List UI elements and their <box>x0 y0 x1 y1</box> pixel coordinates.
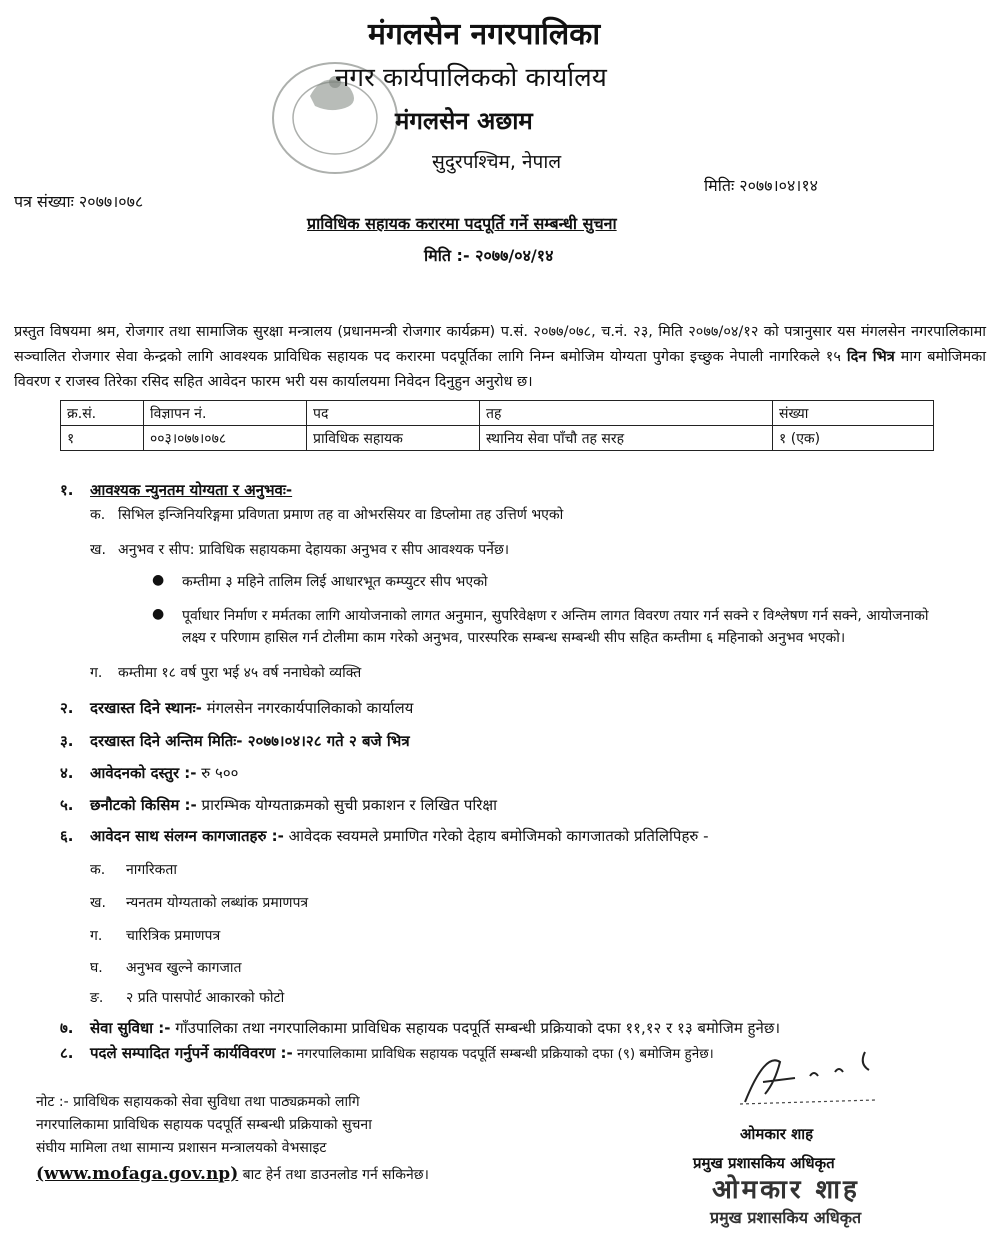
table-cell: ००३।०७७।०७८ <box>144 426 307 451</box>
stamp-name: ओमकार शाह <box>712 1175 860 1205</box>
item-1a-label: क. <box>90 507 106 523</box>
item-7-number: ७. <box>60 1019 74 1037</box>
item-2 <box>90 698 413 718</box>
table-header-row <box>61 401 934 426</box>
office-location: मंगलसेन अछाम <box>395 107 533 135</box>
table-header-cell: पद <box>307 401 480 426</box>
note-line-1: नोट :- प्राविधिक सहायकको सेवा सुविधा तथा पाठ्यक्रमको लागि <box>36 1094 360 1110</box>
note-line-2: नगरपालिकामा प्राविधिक सहायक पदपूर्ति सम्बन्धी प्रक्रियाको सुचना <box>36 1117 372 1133</box>
item-1b-bullet-2-line-2: लक्ष्य र परिणाम हासिल गर्न टोलीमा काम गरेको अनुभव, पारस्परिक सम्बन्ध सम्बन्धी सीप सहित कम्तीमा ६ महिनाको अनुभव भएको। <box>182 630 846 646</box>
item-1b-text: अनुभव र सीप: प्राविधिक सहायकमा देहायका अनुभव र सीप आवश्यक पर्नेछ। <box>118 542 510 558</box>
doc-item-text: चारित्रिक प्रमाणपत्र <box>126 928 221 944</box>
item-5 <box>90 795 497 815</box>
item-6-text: आवेदक स्वयमले प्रमाणित गरेको देहाय बमोजिमको कागजातको प्रतिलिपिहरु - <box>283 827 709 845</box>
item-8-number: ८. <box>60 1044 74 1062</box>
signatory-designation: प्रमुख प्रशासकिय अधिकृत <box>693 1154 835 1172</box>
item-1b-bullet-1: कम्तीमा ३ महिने तालिम लिई आधारभूत कम्प्युटर सीप भएको <box>182 574 488 590</box>
doc-item-label: ख. <box>90 895 106 911</box>
item-4-text: रु ५०० <box>196 764 239 782</box>
doc-item-text: अनुभव खुल्ने कागजात <box>126 960 242 976</box>
doc-item-label: क. <box>90 862 106 878</box>
table-header-cell: संख्या <box>773 401 934 426</box>
item-1-number: १. <box>60 481 74 499</box>
item-7-title: सेवा सुविधा :- <box>90 1019 171 1037</box>
bullet-icon: ● <box>152 572 165 588</box>
item-1-title: आवश्यक न्युनतम योग्यता र अनुभवः- <box>90 481 293 499</box>
note-line-4 <box>36 1164 429 1184</box>
note-line-3: संघीय मामिला तथा सामान्य प्रशासन मन्त्रालयको वेभसाइट <box>36 1140 327 1156</box>
doc-item-label: ङ. <box>90 990 104 1006</box>
notice-body-text-2: माग बमोजिमका विवरण र राजस्व तिरेका रसिद सहित आवेदन फारम भरी यस कार्यालयमा निवेदन दिनुहुन अनुरोध छ। <box>14 349 987 390</box>
item-1c-label: ग. <box>90 665 103 681</box>
item-3-title: दरखास्त दिने अन्तिम मितिः- २०७७।०४।२८ गते २ बजे भित्र <box>90 732 410 750</box>
stamp-designation: प्रमुख प्रशासकिय अधिकृत <box>710 1208 862 1227</box>
doc-item-text: न्यनतम योग्यताको लब्धांक प्रमाणपत्र <box>126 895 309 911</box>
notice-body-text-1: प्रस्तुत विषयमा श्रम, रोजगार तथा सामाजिक सुरक्षा मन्त्रालय (प्रधानमन्त्री रोजगार कार्यक्रम) प.सं. २०७७/०७८, च.नं. २३, मिति २०७७/०४/१२ को पत्रानुसार यस मंगलसेन नगरपालिकामा सञ्चालित रोजगार सेवा केन्द्रको लागि आवश्यक प्राविधिक सहायक पद करारमा पदपूर्तिका लागि निम्न बमोजिम योग्यता पुगेका इच्छुक नेपाली नागरिकले १५ <box>14 324 986 365</box>
table-cell: प्राविधिक सहायक <box>307 426 480 451</box>
table-row <box>61 426 934 451</box>
item-8 <box>90 1043 714 1063</box>
municipality-name: मंगलसेन नगरपालिका <box>368 17 601 52</box>
item-2-title: दरखास्त दिने स्थानः- <box>90 699 202 717</box>
item-1b-bullet-2-line-1: पूर्वाधार निर्माण र मर्मतका लागि आयोजनाको लागत अनुमान, सुपरिवेक्षण र अन्तिम लागत विवरण तयार गर्न सक्ने र विश्लेषण गर्न सक्ने, आयोजनाको <box>182 608 929 624</box>
signature-icon <box>725 1032 895 1112</box>
notice-date: मिति :- २०७७/०४/१४ <box>424 246 554 265</box>
item-4-number: ४. <box>60 764 74 782</box>
notice-body <box>14 320 986 395</box>
province-name: सुदुरपश्चिम, नेपाल <box>432 151 562 173</box>
doc-item-text: नागरिकता <box>126 862 177 878</box>
bullet-icon: ● <box>152 606 165 622</box>
table-cell: स्थानिय सेवा पाँचौ तह सरह <box>480 426 773 451</box>
doc-item-label: घ. <box>90 960 103 976</box>
item-5-text: प्रारम्भिक योग्यताक्रमको सुची प्रकाशन र लिखित परिक्षा <box>196 796 498 814</box>
item-6-title: आवेदन साथ संलग्न कागजातहरु :- <box>90 827 284 845</box>
letter-date: मितिः २०७७।०४।१४ <box>704 176 818 195</box>
table-cell: १ <box>61 426 144 451</box>
item-4-title: आवेदनको दस्तुर :- <box>90 764 197 782</box>
table-cell: १ (एक) <box>773 426 934 451</box>
item-8-title: पदले सम्पादित गर्नुपर्ने कार्यविवरण :- <box>90 1044 293 1062</box>
vacancy-table <box>60 400 934 451</box>
item-1b-label: ख. <box>90 542 106 558</box>
notice-title: प्राविधिक सहायक करारमा पदपूर्ति गर्ने सम्बन्धी सुचना <box>307 214 617 233</box>
item-7-text: गाँउपालिका तथा नगरपालिकामा प्राविधिक सहायक पदपूर्ति सम्बन्धी प्रक्रियाको दफा ११,१२ र १३ बमोजिम हुनेछ। <box>170 1019 781 1037</box>
item-2-text: मंगलसेन नगरकार्यपालिकाको कार्यालय <box>201 699 414 717</box>
note-line-4-text: बाट हेर्न तथा डाउनलोड गर्न सकिनेछ। <box>238 1167 429 1183</box>
mofaga-website-link[interactable]: (www.mofaga.gov.np) <box>36 1164 239 1184</box>
item-7 <box>90 1018 780 1038</box>
notice-body-deadline: दिन भित्र <box>846 349 895 365</box>
item-8-text: नगरपालिकामा प्राविधिक सहायक पदपूर्ति सम्बन्धी प्रक्रियाको दफा (९) बमोजिम हुनेछ। <box>292 1046 714 1062</box>
doc-item-label: ग. <box>90 928 103 944</box>
item-2-number: २. <box>60 699 74 717</box>
item-1a-text: सिभिल इन्जिनियरिङ्गमा प्रविणता प्रमाण तह वा ओभरसियर वा डिप्लोमा तह उत्तिर्ण भएको <box>118 507 564 523</box>
item-4 <box>90 763 238 783</box>
item-5-title: छनौटको किसिम :- <box>90 796 197 814</box>
signatory-name: ओमकार शाह <box>740 1125 814 1143</box>
item-1c-text: कम्तीमा १८ वर्ष पुरा भई ४५ वर्ष ननाघेको व्यक्ति <box>118 665 362 681</box>
item-3-number: ३. <box>60 732 74 750</box>
item-6 <box>90 826 709 846</box>
item-5-number: ५. <box>60 796 74 814</box>
letter-number: पत्र संख्याः २०७७।०७८ <box>14 192 144 211</box>
table-header-cell: क्र.सं. <box>61 401 144 426</box>
office-name: नगर कार्यपालिकको कार्यालय <box>335 63 607 93</box>
table-header-cell: तह <box>480 401 773 426</box>
doc-item-text: २ प्रति पासपोर्ट आकारको फोटो <box>126 990 285 1006</box>
item-6-number: ६. <box>60 827 74 845</box>
table-header-cell: विज्ञापन नं. <box>144 401 307 426</box>
